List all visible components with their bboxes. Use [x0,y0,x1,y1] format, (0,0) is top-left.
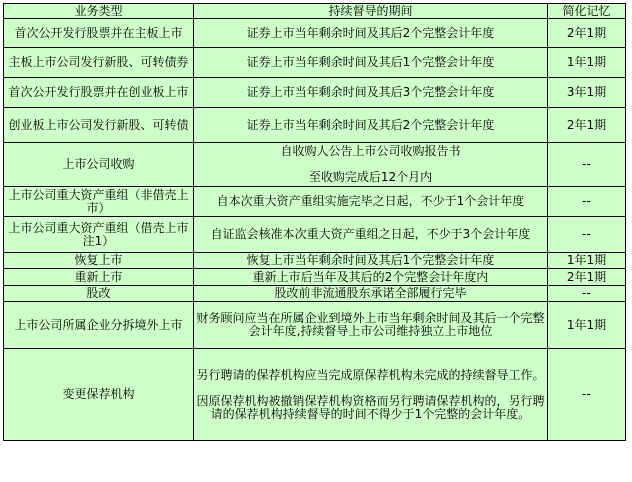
business-type-cell: 恢复上市 [4,253,194,269]
memo-cell: 2年1期 [548,19,626,48]
period-line: 证券上市当年剩余时间及其后1个完整会计年度 [246,55,495,69]
business-type-cell: 主板上市公司发行新股、可转债券 [4,48,194,78]
business-type-cell: 上市公司重大资产重组（非借壳上市） [4,187,194,217]
header-business-type: 业务类型 [4,4,194,19]
memo-cell: -- [548,349,626,441]
header-simplified-memo: 简化记忆 [548,4,626,19]
table-row [4,48,626,78]
memo-cell: 1年1期 [548,302,626,349]
memo-cell: 2年1期 [548,269,626,286]
period-cell [194,78,548,108]
header-row [4,4,626,19]
period-cell [194,187,548,217]
memo-cell: -- [548,143,626,187]
period-line: 财务顾问应当在所属企业到境外上市当年剩余时间及其后一个完整会计年度,持续督导上市公司维持独立上市地位 [196,311,545,338]
period-line: 自证监会核准本次重大资产重组之日起，不少于3个会计年度 [210,227,531,241]
period-line: 因原保荐机构被撤销保荐机构资格而另行聘请保荐机构的，另行聘请的保荐机构持续督导的时间不得少于1个完整的会计年度。 [196,393,545,421]
memo-cell: -- [548,217,626,253]
business-type-cell: 创业板上市公司发行新股、可转债 [4,108,194,143]
period-cell [194,269,548,286]
period-line: 证券上市当年剩余时间及其后2个完整会计年度 [246,117,495,132]
business-type-cell: 股改 [4,286,194,302]
table-row [4,253,626,269]
period-cell [194,286,548,302]
memo-cell: 1年1期 [548,253,626,269]
period-line: 恢复上市当年剩余时间及其后1个完整会计年度 [246,253,495,267]
period-line: 至收购完成后12个月内 [308,170,433,184]
table-row [4,217,626,253]
memo-cell: 3年1期 [548,78,626,108]
period-line: 股改前非流通股东承诺全部履行完毕 [274,286,467,300]
memo-cell: 1年1期 [548,48,626,78]
business-type-cell: 上市公司收购 [4,143,194,187]
supervision-table [3,3,626,441]
table-row [4,143,626,187]
business-type-cell: 首次公开发行股票并在主板上市 [4,19,194,48]
period-line: 证券上市当年剩余时间及其后3个完整会计年度 [246,85,495,99]
period-cell [194,217,548,253]
period-line: 另行聘请的保荐机构应当完成原保荐机构未完成的持续督导工作。 [196,367,545,382]
table-row [4,108,626,143]
table-row [4,349,626,441]
period-cell [194,349,548,441]
period-cell [194,19,548,48]
memo-cell: -- [548,187,626,217]
business-type-cell: 重新上市 [4,269,194,286]
period-gap [196,382,545,395]
table-row [4,19,626,48]
period-line: 重新上市后当年及其后的2个完整会计年度内 [252,269,489,284]
header-supervision-period: 持续督导的期间 [194,4,548,19]
business-type-cell: 首次公开发行股票并在创业板上市 [4,78,194,108]
period-cell [194,253,548,269]
business-type-cell: 上市公司重大资产重组（借壳上市注1） [4,217,194,253]
period-cell [194,108,548,143]
table-row [4,187,626,217]
period-line: 自本次重大资产重组实施完毕之日起，不少于1个会计年度 [216,194,525,208]
memo-cell: 2年1期 [548,108,626,143]
business-type-cell: 上市公司所属企业分拆境外上市 [4,302,194,349]
period-line: 证券上市当年剩余时间及其后2个完整会计年度 [246,25,495,40]
business-type-cell: 变更保荐机构 [4,349,194,441]
period-line: 自收购人公告上市公司收购报告书 [280,144,461,158]
table-row [4,286,626,302]
period-cell [194,143,548,187]
table-row [4,302,626,349]
period-cell [194,302,548,349]
table-row [4,78,626,108]
table-row [4,269,626,286]
memo-cell: -- [548,286,626,302]
period-cell [194,48,548,78]
